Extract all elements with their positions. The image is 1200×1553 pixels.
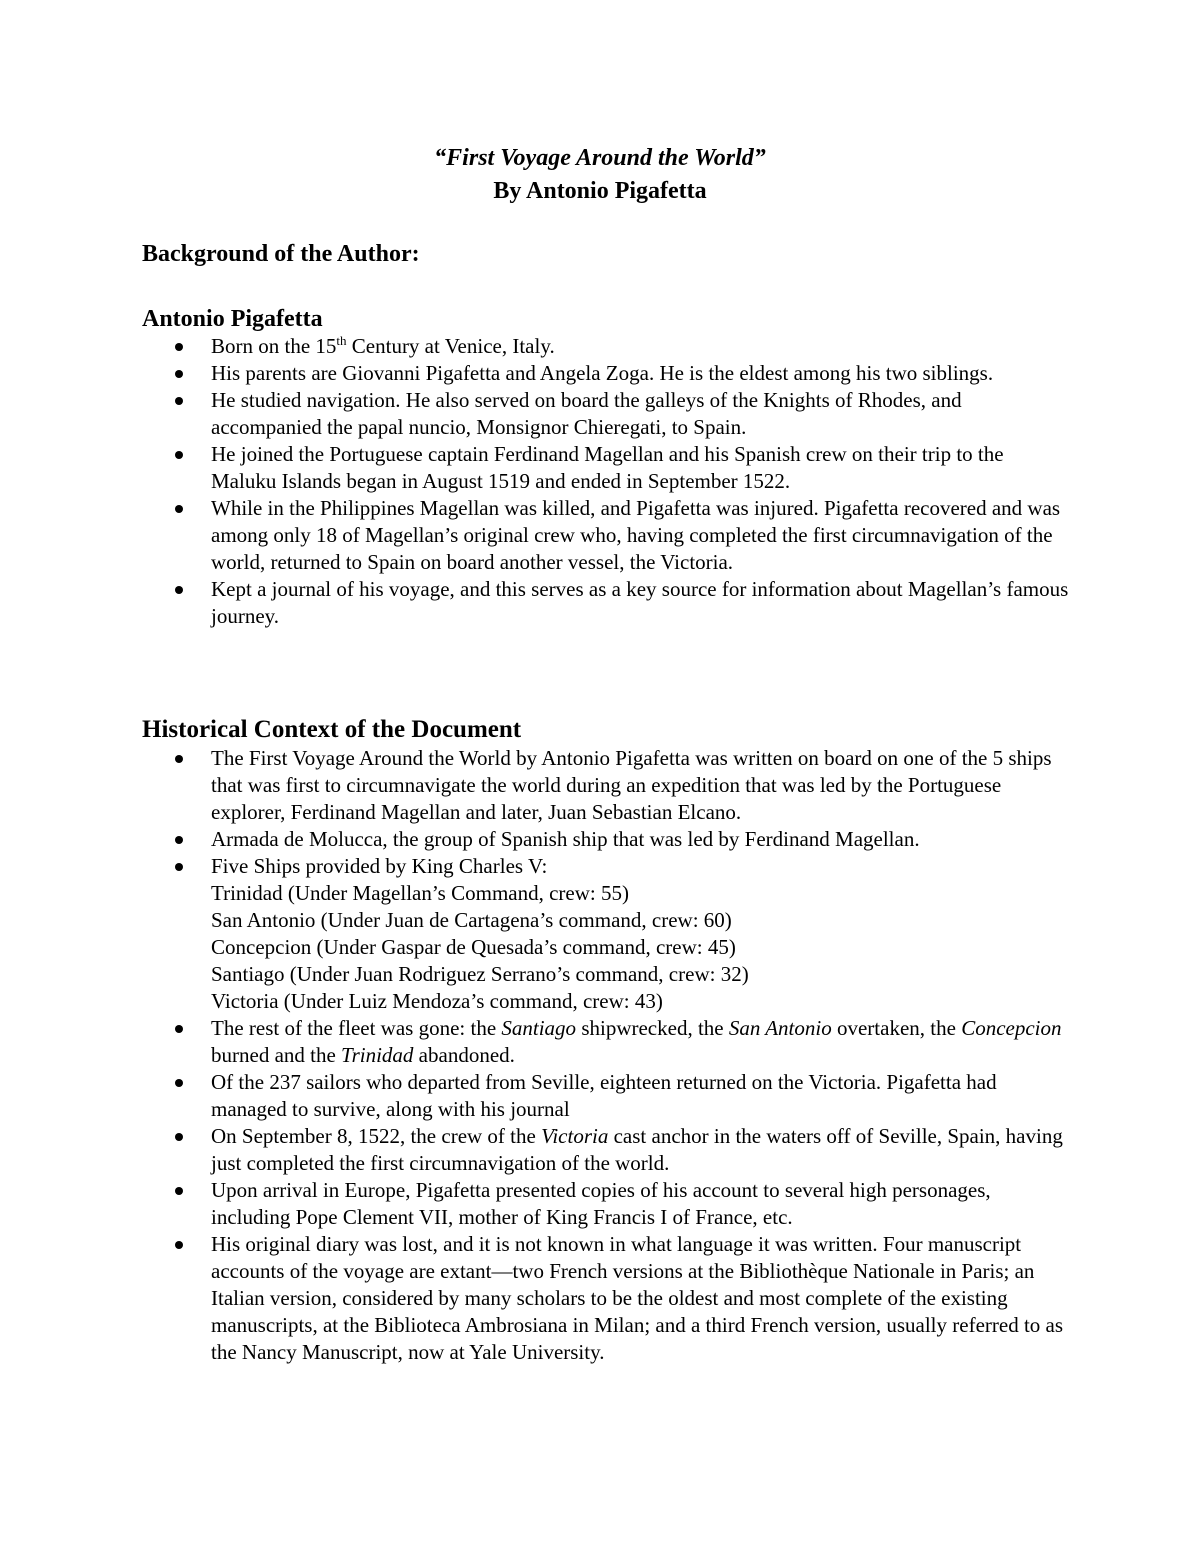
list-item: Armada de Molucca, the group of Spanish ship that was led by Ferdinand Magellan. bbox=[142, 826, 1072, 853]
list-item: Of the 237 sailors who departed from Seville, eighteen returned on the Victoria. Pigafetta had managed to survive, along with his journal bbox=[142, 1069, 1072, 1123]
superscript: th bbox=[336, 333, 347, 348]
ship-line: Concepcion (Under Gaspar de Quesada’s command, crew: 45) bbox=[211, 935, 736, 959]
list-item: Born on the 15th Century at Venice, Italy. bbox=[142, 333, 1072, 360]
bullet-icon bbox=[175, 863, 183, 871]
list-item: The rest of the fleet was gone: the Santiago shipwrecked, the San Antonio overtaken, the Concepcion burned and the Trinidad abandoned. bbox=[142, 1015, 1072, 1069]
context-heading: Historical Context of the Document bbox=[142, 716, 522, 743]
bullet-icon bbox=[175, 1133, 183, 1141]
background-list bbox=[142, 333, 1072, 630]
list-item: He joined the Portuguese captain Ferdinand Magellan and his Spanish crew on their trip to the Maluku Islands began in August 1519 and ended in September 1522. bbox=[142, 441, 1072, 495]
bullet-icon bbox=[175, 836, 183, 844]
title-block bbox=[0, 142, 1200, 208]
bullet-icon bbox=[175, 1079, 183, 1087]
ship-name: San Antonio bbox=[728, 1016, 832, 1040]
bullet-icon bbox=[175, 397, 183, 405]
bullet-icon bbox=[175, 370, 183, 378]
bullet-icon bbox=[175, 1025, 183, 1033]
ship-name: Trinidad bbox=[341, 1043, 414, 1067]
list-item: The First Voyage Around the World by Antonio Pigafetta was written on board on one of the 5 ships that was first to circumnavigate the world during an expedition that was led by the Portuguese explorer, Ferdinand Magellan and later, Juan Sebastian Elcano. bbox=[142, 745, 1072, 826]
list-item: He studied navigation. He also served on board the galleys of the Knights of Rhodes, and accompanied the papal nuncio, Monsignor Chieregati, to Spain. bbox=[142, 387, 1072, 441]
ship-line: Victoria (Under Luiz Mendoza’s command, crew: 43) bbox=[211, 989, 663, 1013]
background-heading: Background of the Author: bbox=[142, 241, 420, 267]
document-title: “First Voyage Around the World” bbox=[434, 145, 766, 171]
bullet-icon bbox=[175, 343, 183, 351]
document-byline: By Antonio Pigafetta bbox=[493, 178, 707, 204]
ship-name: Concepcion bbox=[961, 1016, 1062, 1040]
author-subheading: Antonio Pigafetta bbox=[142, 306, 323, 332]
list-item: Upon arrival in Europe, Pigafetta presented copies of his account to several high personages, including Pope Clement VII, mother of King Francis I of France, etc. bbox=[142, 1177, 1072, 1231]
ship-line: Santiago (Under Juan Rodriguez Serrano’s command, crew: 32) bbox=[211, 962, 749, 986]
list-item: Five Ships provided by King Charles V: Trinidad (Under Magellan’s Command, crew: 55) San Antonio (Under Juan de Cartagena’s command, crew: 60) Concepcion (Under Gaspar de Quesada’s command, crew: 45) Santiago (Under Juan Rodriguez Serrano’s command, crew: 32) Victoria (Under Luiz Mendoza’s command, crew: 43) bbox=[142, 853, 1072, 1015]
bullet-icon bbox=[175, 1241, 183, 1249]
bullet-icon bbox=[175, 505, 183, 513]
list-item: On September 8, 1522, the crew of the Victoria cast anchor in the waters off of Seville, Spain, having just completed the first circumnavigation of the world. bbox=[142, 1123, 1072, 1177]
ship-line: Trinidad (Under Magellan’s Command, crew: 55) bbox=[211, 881, 629, 905]
list-item: His original diary was lost, and it is not known in what language it was written. Four manuscript accounts of the voyage are extant—two French versions at the Bibliothèque Nationale in Paris; an Italian version, considered by many scholars to be the oldest and most complete of the existing manuscripts, at the Biblioteca Ambrosiana in Milan; and a third French version, usually referred to as the Nancy Manuscript, now at Yale University. bbox=[142, 1231, 1072, 1366]
bullet-icon bbox=[175, 586, 183, 594]
bullet-icon bbox=[175, 755, 183, 763]
list-item: His parents are Giovanni Pigafetta and Angela Zoga. He is the eldest among his two siblings. bbox=[142, 360, 1072, 387]
bullet-icon bbox=[175, 1187, 183, 1195]
ship-name: Victoria bbox=[541, 1124, 609, 1148]
ship-name: Santiago bbox=[501, 1016, 577, 1040]
bullet-icon bbox=[175, 451, 183, 459]
context-list bbox=[142, 745, 1072, 1366]
ship-line: San Antonio (Under Juan de Cartagena’s command, crew: 60) bbox=[211, 908, 732, 932]
list-item: Kept a journal of his voyage, and this serves as a key source for information about Magellan’s famous journey. bbox=[142, 576, 1072, 630]
list-item: While in the Philippines Magellan was killed, and Pigafetta was injured. Pigafetta recovered and was among only 18 of Magellan’s original crew who, having completed the first circumnavigation of the world, returned to Spain on board another vessel, the Victoria. bbox=[142, 495, 1072, 576]
